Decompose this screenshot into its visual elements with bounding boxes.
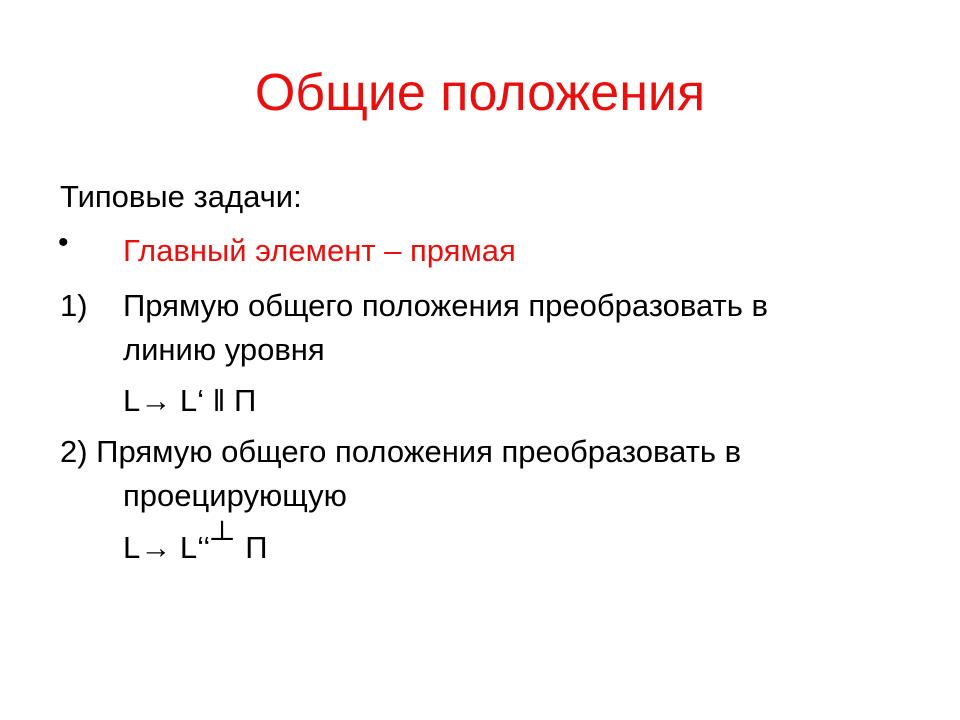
bullet-marker: • bbox=[58, 226, 69, 259]
item2-formula-prefix: L→ L‘‘ bbox=[123, 530, 211, 565]
item1-number: 1) bbox=[60, 288, 88, 323]
item2-formula bbox=[123, 522, 268, 568]
perpendicular-symbol: ┴ bbox=[211, 522, 233, 555]
item2-line1: 2) Прямую общего положения преобразовать в bbox=[60, 434, 742, 469]
item2-formula-suffix: П bbox=[236, 530, 268, 565]
item1-line2: линию уровня bbox=[123, 332, 325, 367]
item1-line1: Прямую общего положения преобразовать в bbox=[123, 288, 768, 323]
slide-title: Общие положения bbox=[254, 64, 706, 122]
bullet-text: Главный элемент – прямая bbox=[123, 233, 516, 268]
item1-formula: L→ L‘ ǁ П bbox=[123, 383, 257, 418]
intro-text: Типовые задачи: bbox=[60, 179, 302, 214]
item2-line2: проецирующую bbox=[123, 478, 347, 513]
